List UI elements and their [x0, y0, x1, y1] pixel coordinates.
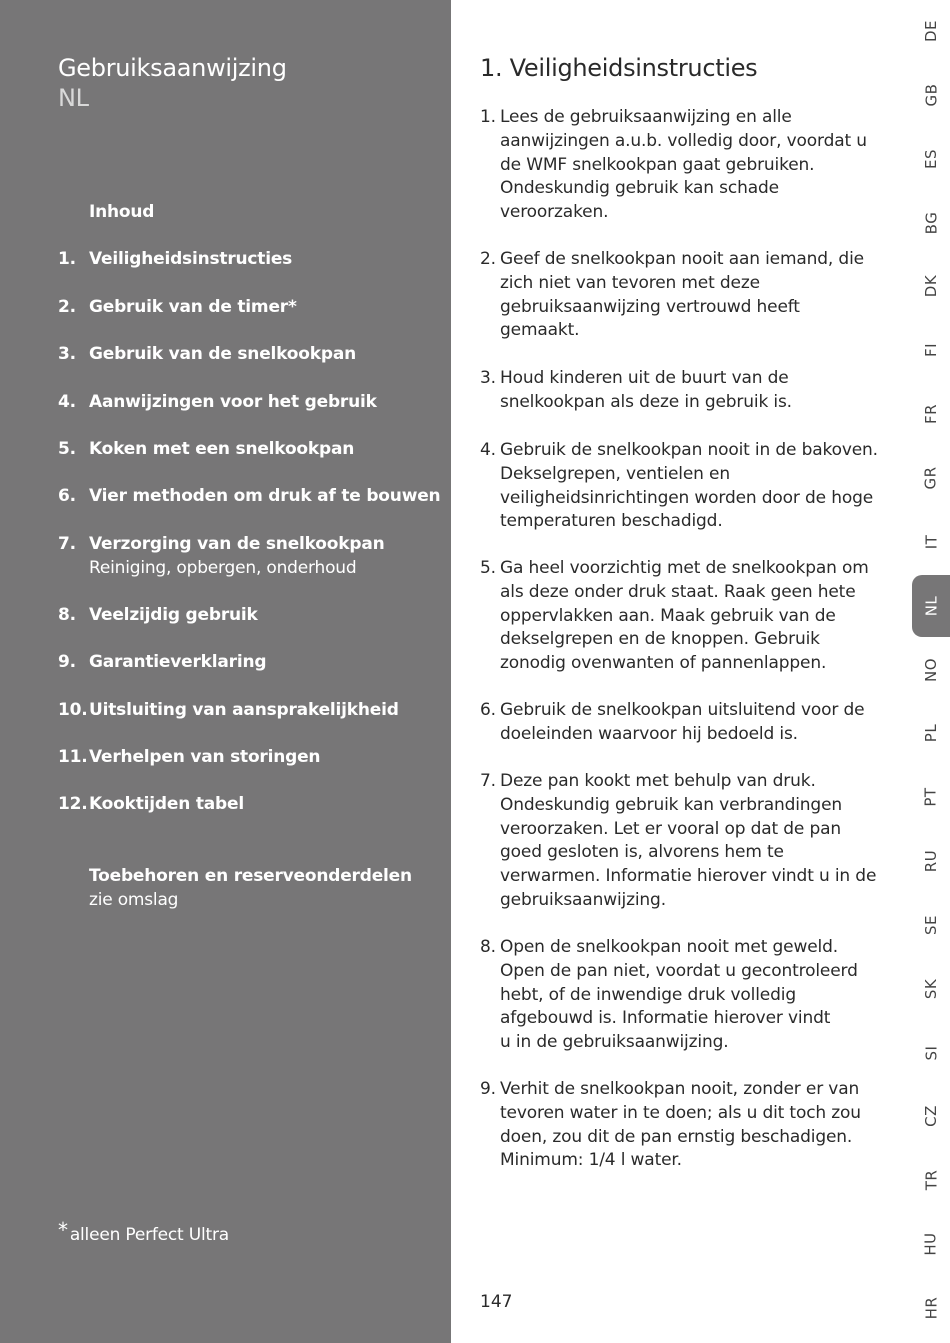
toc-item-number: 4.	[58, 392, 76, 412]
section-title: 1. Veiligheidsinstructies	[480, 54, 758, 82]
toc-item-sublabel: Reiniging, opbergen, onderhoud	[89, 558, 357, 578]
manual-title	[58, 53, 438, 113]
footnote-text: alleen Perfect Ultra	[69, 1225, 229, 1245]
language-tab-label: PL	[922, 724, 940, 743]
language-tab-pt[interactable]	[912, 772, 950, 822]
language-tab-fi[interactable]	[912, 325, 950, 375]
toc-item-number: 9.	[58, 652, 76, 672]
language-tab-label: ES	[922, 148, 940, 169]
instruction-number: 2.	[480, 249, 496, 269]
toc-item-label: Gebruik van de timer*	[89, 297, 297, 317]
instruction-text: Deze pan kookt met behulp van druk. Ondeskundig gebruik kan verbrandingen veroorzaken. Let er vooral op dat de pan goed gesloten is, alvorens hem te verwarmen. Informatie hierover vindt u in de gebruiksaanwijzing.	[500, 771, 877, 910]
toc-accessories-title: Toebehoren en reserveonderdelen	[89, 866, 412, 886]
page-number: 147	[480, 1292, 513, 1312]
language-tab-label: NL	[921, 595, 940, 616]
language-tab-de[interactable]	[912, 6, 950, 56]
language-tab-label: GB	[921, 83, 940, 107]
toc-item-label: Garantieverklaring	[89, 652, 267, 672]
language-tab-label: NO	[922, 657, 940, 682]
language-tab-tr[interactable]	[912, 1155, 950, 1205]
toc-item-number: 2.	[58, 297, 76, 317]
instruction-number: 7.	[480, 771, 496, 791]
language-tab-label: IT	[922, 534, 940, 550]
toc-item-number: 7.	[58, 534, 76, 554]
language-tabs	[912, 0, 950, 1343]
toc-accessories-sub: zie omslag	[89, 890, 179, 910]
language-tab-ru[interactable]	[912, 836, 950, 886]
language-tab-nl[interactable]	[912, 575, 950, 637]
toc-item-label: Aanwijzingen voor het gebruik	[89, 392, 377, 412]
language-tab-label: SE	[922, 914, 940, 935]
language-tab-label: DE	[922, 19, 940, 43]
instruction-text: Geef de snelkookpan nooit aan iemand, die zich niet van tevoren met deze gebruiksaanwijzing vertrouwd heeft gemaakt.	[500, 249, 864, 341]
language-tab-label: BG	[922, 211, 940, 234]
manual-title-text: Gebruiksaanwijzing	[58, 54, 287, 82]
instruction-number: 1.	[480, 107, 496, 127]
instruction-number: 4.	[480, 440, 496, 460]
language-tab-label: SK	[921, 978, 940, 999]
language-tab-bg[interactable]	[912, 198, 950, 248]
language-tab-cz[interactable]	[912, 1091, 950, 1141]
language-tab-label: DK	[921, 275, 940, 298]
toc-item-label: Gebruik van de snelkookpan	[89, 344, 357, 364]
footnote-star: *	[58, 1218, 68, 1242]
toc-item-label: Vier methoden om druk af te bouwen	[89, 486, 441, 506]
language-tab-hr[interactable]	[912, 1283, 950, 1333]
instruction-text: Lees de gebruiksaanwijzing en alle aanwijzingen a.u.b. volledig door, voordat u de WMF snelkookpan gaat gebruiken. Ondeskundig gebruik kan schade veroorzaken.	[500, 107, 867, 223]
language-tab-label: SI	[921, 1045, 940, 1061]
language-tab-label: HR	[921, 1296, 940, 1320]
instruction-text: Gebruik de snelkookpan uitsluitend voor de doeleinden waarvoor hij bedoeld is.	[500, 700, 865, 744]
toc-item-number: 5.	[58, 439, 76, 459]
toc-heading: Inhoud	[89, 202, 155, 222]
language-tab-fr[interactable]	[912, 389, 950, 439]
language-tab-gr[interactable]	[912, 453, 950, 503]
instruction-text: Ga heel voorzichtig met de snelkookpan om als deze onder druk staat. Raak geen hete oppervlakken aan. Maak gebruik van de dekselgrepen en de knoppen. Gebruik zonodig ovenwanten of pannenlappen.	[500, 558, 869, 674]
instruction-text: Gebruik de snelkookpan nooit in de bakoven. Dekselgrepen, ventielen en veiligheidsinrichtingen worden door de hoge temperaturen beschadigd.	[500, 440, 878, 532]
language-tab-it[interactable]	[912, 517, 950, 567]
language-tab-hu[interactable]	[912, 1219, 950, 1269]
language-tab-label: RU	[922, 849, 940, 873]
instruction-number: 5.	[480, 558, 496, 578]
instruction-text: Houd kinderen uit de buurt van de snelkookpan als deze in gebruik is.	[500, 368, 792, 412]
language-tab-gb[interactable]	[912, 70, 950, 120]
language-tab-dk[interactable]	[912, 261, 950, 311]
language-tab-si[interactable]	[912, 1028, 950, 1078]
language-tab-label: HU	[921, 1232, 940, 1256]
language-tab-label: TR	[922, 1170, 940, 1191]
instruction-text: Open de snelkookpan nooit met geweld. Open de pan niet, voordat u gecontroleerd hebt, of de inwendige druk volledig afgebouwd is. Informatie hierover vindt u in de gebruiksaanwijzing.	[500, 937, 858, 1053]
language-tab-pl[interactable]	[912, 708, 950, 758]
language-tab-label: CZ	[922, 1105, 940, 1128]
instruction-text: Verhit de snelkookpan nooit, zonder er van tevoren water in te doen; als u dit toch zou doen, zou dit de pan ernstig beschadigen. Minimum: 1/4 l water.	[500, 1079, 861, 1171]
language-tab-label: FI	[922, 343, 940, 358]
manual-language: NL	[58, 84, 89, 112]
footnote	[58, 1218, 229, 1247]
toc-item-number: 6.	[58, 486, 76, 506]
toc-item-label: Koken met een snelkookpan	[89, 439, 355, 459]
toc-item-label: Verhelpen van storingen	[89, 747, 321, 767]
language-tab-label: FR	[922, 404, 940, 425]
toc-item-label: Veelzijdig gebruik	[89, 605, 258, 625]
language-tab-no[interactable]	[912, 645, 950, 695]
toc-item-number: 12.	[58, 794, 88, 814]
toc-item-number: 10.	[58, 700, 88, 720]
toc-item-number: 11.	[58, 747, 88, 767]
instruction-number: 8.	[480, 937, 496, 957]
language-tab-sk[interactable]	[912, 964, 950, 1014]
language-tab-se[interactable]	[912, 900, 950, 950]
toc-item-number: 1.	[58, 249, 76, 269]
language-tab-label: GR	[921, 466, 940, 490]
toc-item-label: Verzorging van de snelkookpan	[89, 534, 385, 554]
toc-item-label: Uitsluiting van aansprakelijkheid	[89, 700, 399, 720]
toc-item-number: 3.	[58, 344, 76, 364]
toc-item-label: Veiligheidsinstructies	[89, 249, 293, 269]
language-tab-es[interactable]	[912, 134, 950, 184]
toc-item-number: 8.	[58, 605, 76, 625]
language-tab-label: PT	[922, 787, 940, 807]
instruction-number: 9.	[480, 1079, 496, 1099]
main-content	[480, 53, 900, 1171]
instruction-number: 6.	[480, 700, 496, 720]
instruction-number: 3.	[480, 368, 496, 388]
left-panel	[0, 0, 451, 1343]
toc-accessories	[89, 864, 412, 912]
toc-item-label: Kooktijden tabel	[89, 794, 244, 814]
